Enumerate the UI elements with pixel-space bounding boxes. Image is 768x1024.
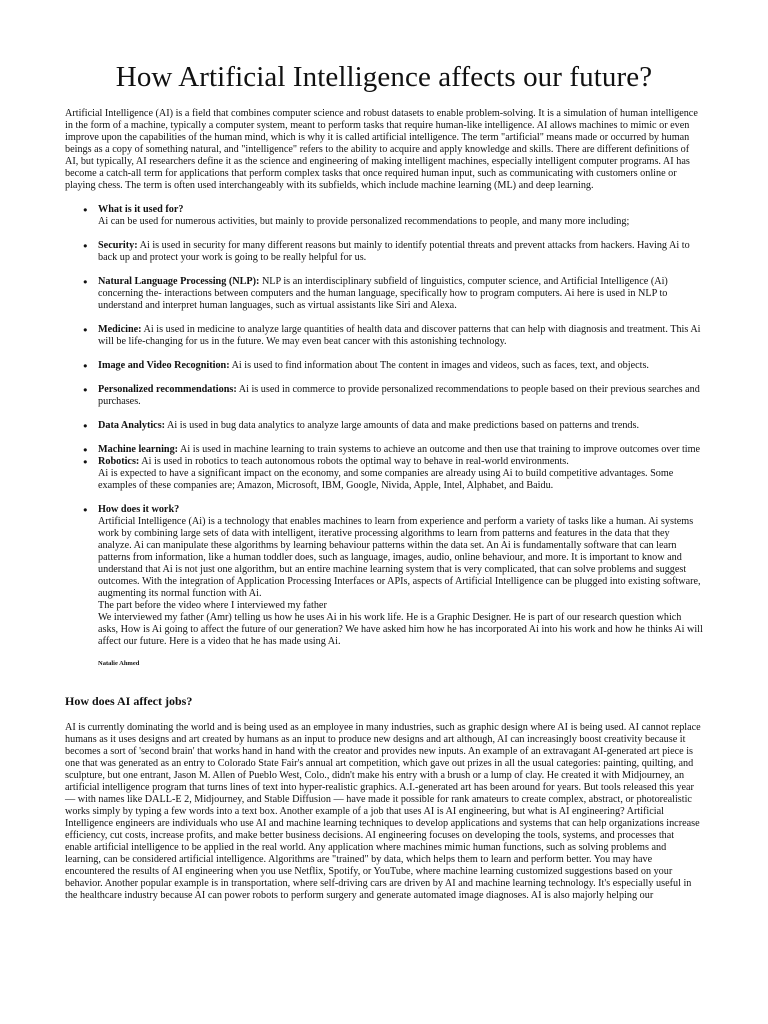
list-item-label: What is it used for? [98, 204, 184, 215]
list-item-text: Ai is used in security for many different reasons but mainly to identify potential threats and prevent attacks from hackers. Having Ai to back up and protect your work is going to be really helpful for us. [98, 240, 690, 263]
list-item-image-video [98, 360, 703, 372]
list-item-label: Natural Language Processing (NLP): [98, 276, 260, 287]
list-item-data-analytics [98, 420, 703, 432]
list-item-interview-text: We interviewed my father (Amr) telling us how he uses Ai in his work life. He is a Graphic Designer. He is part of our research question which asks, How is Ai going to affect the future of our generation? We have asked him how he has incorporated Ai into his work and how he thinks Ai will affect our future. Here is a video that he has made using Ai. [98, 612, 703, 647]
list-item-label: Personalized recommendations: [98, 384, 237, 395]
list-item-label: How does it work? [98, 504, 180, 515]
list-item-security [98, 240, 703, 264]
list-item-text: Artificial Intelligence (Ai) is a technology that enables machines to learn from experience and perform a variety of tasks like a human. Ai systems work by combining large sets of data with intelligent, iterative processing algorithms to learn from patterns and features in the data that they analyze. Ai can manipulate these algorithms by learning behaviour patterns within the data set. An Ai is fundamentally software that can learn patterns from information, like a human toddler does, such as language, images, audio, online behaviour, and more. It is important to know and understand that Ai is not just one algorithm, but an entire machine learning system that is very complicated, that can solve problems and suggest outcomes. With the integration of Application Processing Interfaces or APIs, aspects of Artificial Intelligence can be plugged into existing software, augmenting its normal function with Ai. [98, 516, 701, 599]
list-item-text: Ai can be used for numerous activities, but mainly to provide personalized recommendations to people, and many more including; [98, 216, 630, 227]
page-title: How Artificial Intelligence affects our future? [115, 61, 653, 93]
list-item-video-intro: The part before the video where I interviewed my father [98, 600, 327, 611]
list-item-medicine [98, 324, 703, 348]
list-item-machine-learning [98, 444, 703, 456]
list-item-text: Ai is used to find information about The content in images and videos, such as faces, text, and objects. [229, 360, 649, 371]
list-item-personalized [98, 384, 703, 408]
list-item-label: Robotics: [98, 456, 140, 467]
jobs-paragraph: AI is currently dominating the world and is being used as an employee in many industries, such as graphic design where AI is being used. AI cannot replace humans as it uses designs and art created by humans as an input to produce new designs and art although, AI can increasingly boost creativity because it becomes a sort of 'second brain' that works hand in hand with the creator and provides new inputs. An example of an extravagant AI-generated art piece is one that was generated as an entry to Colorado State Fair's annual art competition, which gave out prizes in all the usual categories: painting, quilting, and sculpture, but one entrant, Jason M. Allen of Pueblo West, Colo., didn't make his entry with a brush or a lump of clay. He created it with Midjourney, an artificial intelligence program that turns lines of text into hyper-realistic graphics. A.I.-generated art has been around for years. But tools released this year — with names like DALL-E 2, Midjourney, and Stable Diffusion — have made it possible for rank amateurs to create complex, abstract, or photorealistic works simply by typing a few words into a text box. Another example of a job that uses AI is AI engineering, but what is AI engineering? Artificial Intelligence engineers are individuals who use AI and machine learning techniques to develop applications and systems that can help organizations increase efficiency, cut costs, increase profits, and make better business decisions. AI engineering focuses on developing the tools, systems, and processes that enable artificial intelligence to be applied in the real world. Any application where machines mimic human functions, such as solving problems and learning, can be considered artificial intelligence. Algorithms are "trained" by data, which helps them to learn and perform better. You may have encountered the results of AI engineering when you use Netflix, Spotify, or YouTube, where machine learning customized suggestions based on your behavior. Another popular example is in transportation, where self-driving cars are driven by AI and machine learning technology. It's especially useful in the healthcare industry because AI can power robots to perform surgery and generate automated image diagnoses. AI is also majorly helping our [65, 722, 701, 901]
list-item-label: Image and Video Recognition: [98, 360, 230, 371]
uses-list [65, 204, 703, 668]
list-item-label: Data Analytics: [98, 420, 166, 431]
list-item-robotics [98, 456, 703, 492]
author-name: Natalie Ahmed [98, 660, 140, 667]
list-item-text: Ai is used in commerce to provide personalized recommendations to people based on their previous searches and purchases. [98, 384, 700, 407]
list-item-text: Ai is used in bug data analytics to analyze large amounts of data and make predictions based on patterns and trends. [165, 420, 640, 431]
list-item-text: Ai is used in robotics to teach autonomous robots the optimal way to behave in real-world environments. [139, 456, 569, 467]
list-item-extra-text: Ai is expected to have a significant impact on the economy, and some companies are already using Ai to build competitive advantages. Some examples of these companies are; Amazon, Microsoft, IBM, Google, Nivida, Apple, Intel, Alphabet, and Baidu. [98, 468, 674, 491]
intro-paragraph: Artificial Intelligence (AI) is a field that combines computer science and robust datasets to enable problem-solving. It is a simulation of human intelligence in the form of a machine, typically a computer system, meant to perform tasks that require human-like intelligence. AI allows machines to mimic or even improve upon the capabilities of the human mind, which is why it is called artificial intelligence. The term "artificial" means made or occurred by human beings as a copy of something natural, and "intelligence" refers to the ability to acquire and apply knowledge and skills. There are different definitions of AI, but typically, AI researchers define it as the science and engineering of making intelligent machines, especially intelligent computer programs. AI has become a catch-all term for applications that perform complex tasks that once required human input, such as communicating with customers online or playing chess. The term is often used interchangeably with its subfields, which include machine learning (ML) and deep learning. [65, 108, 698, 191]
list-item-text: Ai is used in medicine to analyze large quantities of health data and discover patterns that can help with diagnosis and treatment. This Ai will be life-changing for us in the future. We may even beat cancer with this astonishing technology. [98, 324, 701, 347]
list-item-label: Machine learning: [98, 444, 179, 455]
list-item-how-it-works [98, 504, 703, 668]
list-item-label: Security: [98, 240, 138, 251]
list-item-nlp [98, 276, 703, 312]
list-item-label: Medicine: [98, 324, 142, 335]
list-item-what-used-for [98, 204, 703, 228]
list-item-text: Ai is used in machine learning to train systems to achieve an outcome and then use that training to improve outcomes over time [178, 444, 701, 455]
list-item-text: NLP is an interdisciplinary subfield of linguistics, computer science, and Artificial Intelligence (Ai) concerning the- interactions between computers and the human language, specifically how to program computers. Ai here is used in NLP to understand and interpret human languages, such as virtual assistants like Siri and Alexa. [98, 276, 668, 311]
jobs-heading: How does AI affect jobs? [65, 694, 193, 708]
